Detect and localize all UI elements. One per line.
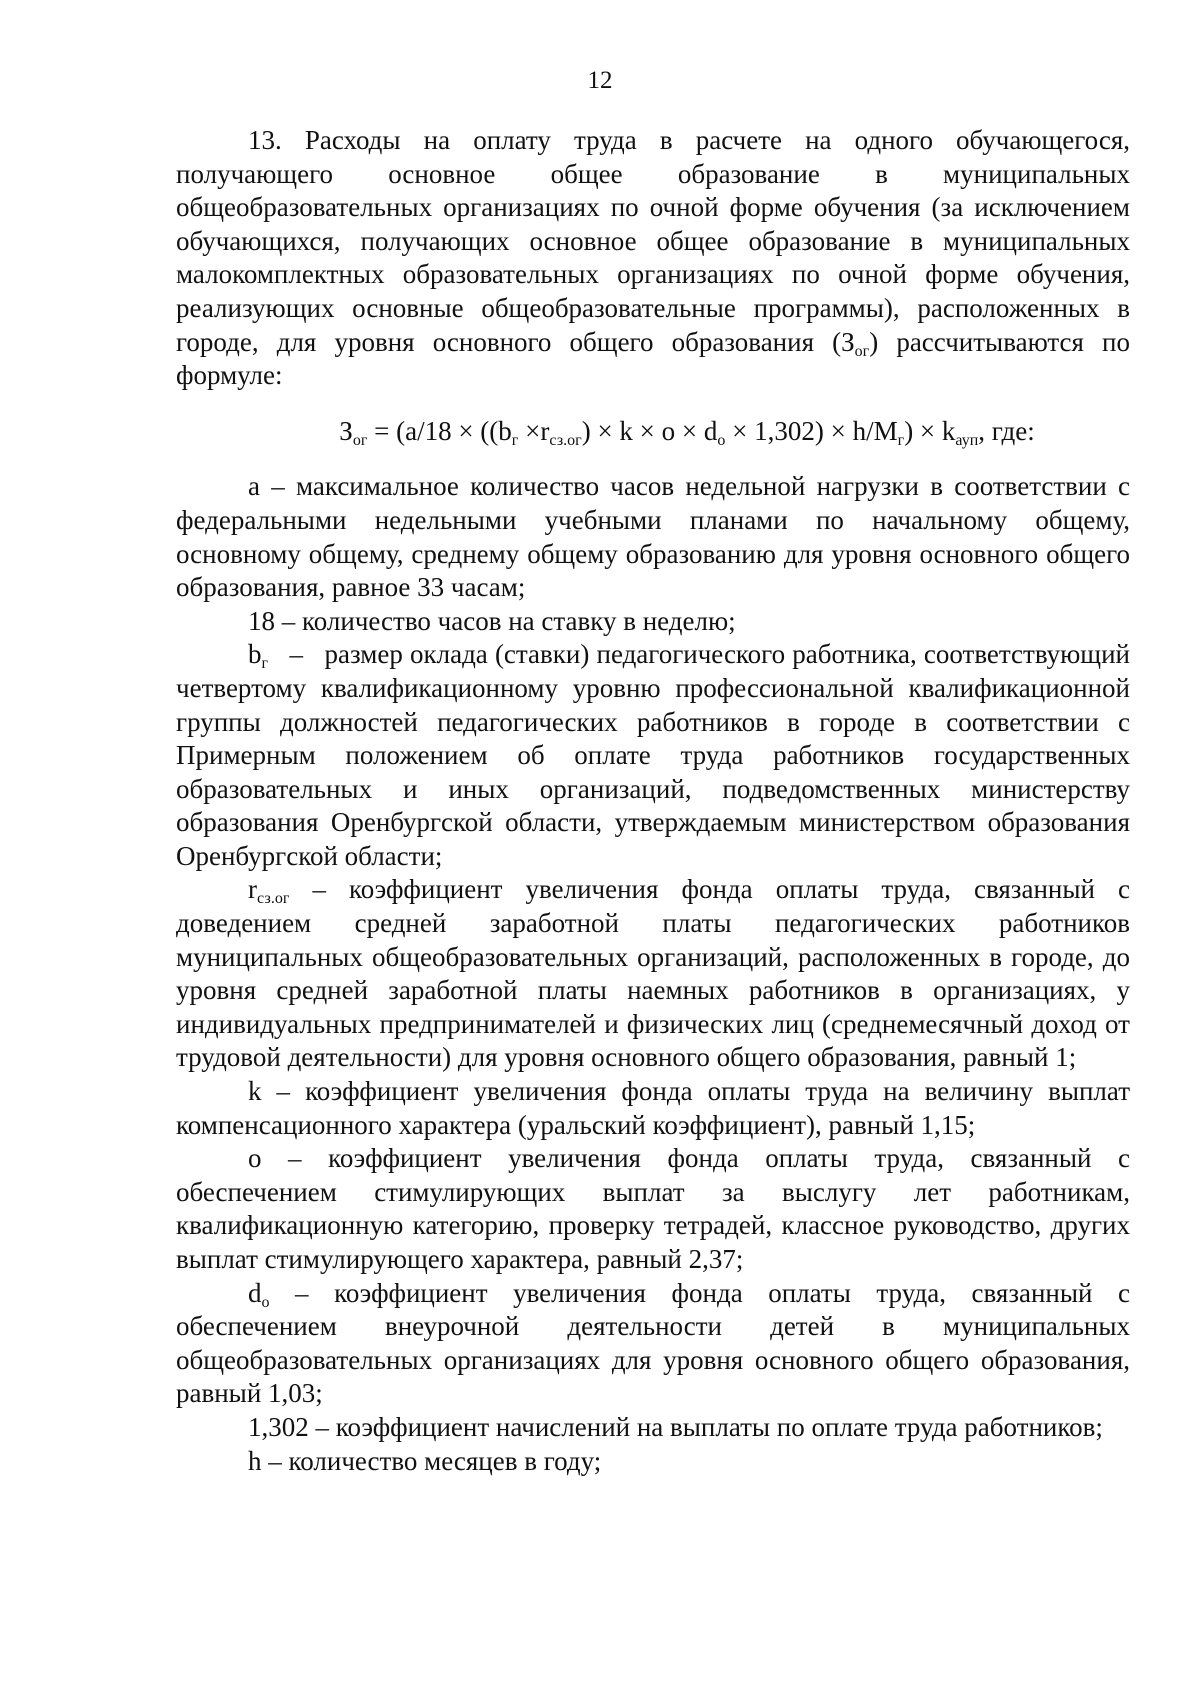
definition-text: коэффициент увеличения фонда оплаты труда, связанный с обеспечением внеурочной деятельности детей в муниципальных общеобразовательных организациях для уровня основного общего образования, равный 1,03; bbox=[176, 1277, 1130, 1409]
definition-text: количество часов на ставку в неделю; bbox=[302, 605, 736, 636]
formula-part: ) × k bbox=[904, 415, 956, 446]
definition-b bbox=[176, 638, 1130, 873]
document-body bbox=[176, 124, 1130, 1478]
definition-subscript: г bbox=[261, 655, 269, 673]
definition-dash: – bbox=[261, 1143, 329, 1174]
definition-a bbox=[176, 470, 1130, 604]
definition-text: количество месяцев в году; bbox=[288, 1445, 602, 1476]
formula-part: ×r bbox=[518, 415, 550, 446]
page-number: 12 bbox=[587, 67, 613, 94]
formula-subscript: о bbox=[717, 431, 726, 449]
formula-part: З bbox=[339, 415, 353, 446]
definition-dash: – bbox=[261, 1445, 289, 1476]
formula-subscript: ог bbox=[352, 431, 368, 449]
definition-symbol: 18 bbox=[248, 605, 275, 636]
definition-18 bbox=[176, 605, 1130, 639]
definition-symbol: a bbox=[248, 471, 260, 502]
definition-symbol: 1,302 bbox=[248, 1411, 309, 1442]
formula-subscript: ауп bbox=[955, 431, 979, 449]
definition-dash: – bbox=[308, 1411, 336, 1442]
definition-subscript: о bbox=[261, 1293, 270, 1311]
formula-part: = (a/18 × ((b bbox=[367, 415, 512, 446]
definition-dash: – bbox=[269, 1277, 335, 1308]
definition-text: коэффициент начислений на выплаты по оплате труда работников; bbox=[335, 1411, 1103, 1442]
formula-subscript: г bbox=[511, 431, 519, 449]
intro-tail: ) рассчитываются по формуле: bbox=[176, 326, 1130, 391]
definition-dash: – bbox=[259, 471, 296, 502]
definition-text: коэффициент увеличения фонда оплаты труда, связанный с обеспечением стимулирующих выплат за выслугу лет работникам, квалификационную категорию, проверку тетрадей, классное руководство, других выплат стимулирующего характера, равный 2,37; bbox=[176, 1143, 1130, 1274]
definition-text: коэффициент увеличения фонда оплаты труда, связанный с доведением средней заработной платы педагогических работников муниципальных общеобразовательных организаций, расположенных в городе, до уровня средней заработной платы наемных работников в организациях, у индивидуальных предпринимателей и физических лиц (среднемесячный доход от трудовой деятельности) для уровня основного общего образования, равный 1; bbox=[176, 874, 1130, 1073]
definition-subscript: сз.ог bbox=[257, 890, 290, 908]
formula-part: , где: bbox=[978, 415, 1035, 446]
definition-o bbox=[176, 1142, 1130, 1276]
formula bbox=[176, 415, 1130, 449]
definition-symbol: h bbox=[248, 1445, 262, 1476]
definition-1302 bbox=[176, 1411, 1130, 1445]
formula-subscript: г bbox=[897, 431, 905, 449]
definition-symbol: d bbox=[248, 1277, 262, 1308]
definition-dash: – bbox=[261, 1076, 306, 1107]
definition-h bbox=[176, 1445, 1130, 1479]
definition-d bbox=[176, 1277, 1130, 1411]
definition-dash: – bbox=[268, 639, 325, 670]
intro-paragraph bbox=[176, 124, 1130, 393]
definition-symbol: r bbox=[248, 874, 257, 905]
definition-text: максимальное количество часов недельной нагрузки в соответствии с федеральными недельными учебными планами по начальному общему, основному общему, среднему общему образованию для уровня основного общего образования, равное 33 часам; bbox=[176, 471, 1130, 603]
formula-part: ) × k × o × d bbox=[581, 415, 718, 446]
definition-text: коэффициент увеличения фонда оплаты труда на величину выплат компенсационного характера (уральский коэффициент), равный 1,15; bbox=[176, 1076, 1130, 1140]
intro-text: 13. Расходы на оплату труда в расчете на одного обучающегося, получающего основное общее образование в муниципальных общеобразовательных организациях по очной форме обучения (за исключением обучающихся, получающих основное общее образование в муниципальных малокомплектных образовательных организациях по очной форме обучения, реализующих основные общеобразовательные программы), расположенных в городе, для уровня основного общего образования (З bbox=[176, 125, 1130, 357]
definition-k bbox=[176, 1075, 1130, 1142]
definition-r bbox=[176, 873, 1130, 1075]
definition-symbol: k bbox=[248, 1076, 262, 1107]
formula-part: × 1,302) × h/M bbox=[725, 415, 898, 446]
intro-subscript: ог bbox=[854, 342, 870, 360]
definition-dash: – bbox=[275, 605, 302, 636]
definition-text: размер оклада (ставки) педагогического работника, соответствующий четвертому квалификационному уровню профессиональной квалификационной группы должностей педагогических работников в городе в соответствии с Примерным положением об оплате труда работников государственных образовательных и иных организаций, подведомственных министерству образования Оренбургской области, утверждаемым министерством образования Оренбургской области; bbox=[176, 639, 1130, 871]
definition-symbol: b bbox=[248, 639, 262, 670]
formula-subscript: сз.ог bbox=[549, 431, 582, 449]
definition-symbol: o bbox=[248, 1143, 262, 1174]
definition-dash: – bbox=[289, 874, 350, 905]
